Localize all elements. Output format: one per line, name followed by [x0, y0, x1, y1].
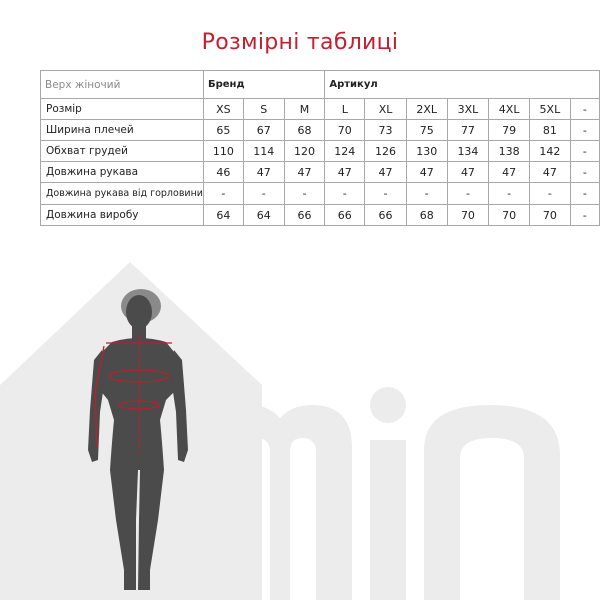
table-row [41, 205, 600, 226]
table-header-row [41, 71, 600, 99]
table-cell: 2XL [406, 99, 447, 120]
table-cell: 67 [243, 120, 284, 141]
table-cell: - [570, 162, 599, 183]
table-cell: XS [203, 99, 243, 120]
table-cell: 47 [406, 162, 447, 183]
table-cell: - [570, 120, 599, 141]
brand-label: Бренд [203, 71, 324, 99]
table-cell: 3XL [447, 99, 489, 120]
table-cell: L [325, 99, 365, 120]
table-cell: M [284, 99, 325, 120]
table-cell: 77 [447, 120, 489, 141]
table-cell: 138 [489, 141, 530, 162]
table-cell: - [203, 183, 243, 205]
table-cell: 142 [530, 141, 571, 162]
table-row [41, 141, 600, 162]
row-label: Довжина рукава від горловини [41, 183, 204, 205]
table-cell: 66 [325, 205, 365, 226]
table-cell: 47 [325, 162, 365, 183]
table-cell: 66 [284, 205, 325, 226]
table-cell: - [489, 183, 530, 205]
table-cell: 70 [530, 205, 571, 226]
garment-type-label: Верх жіночий [41, 71, 204, 99]
table-cell: XL [365, 99, 407, 120]
table-cell: - [325, 183, 365, 205]
table-cell: 70 [325, 120, 365, 141]
row-label: Обхват грудей [41, 141, 204, 162]
table-cell: 47 [489, 162, 530, 183]
table-row [41, 120, 600, 141]
table-cell: - [406, 183, 447, 205]
table-row [41, 162, 600, 183]
table-cell: 65 [203, 120, 243, 141]
table-cell: - [530, 183, 571, 205]
table-cell: 126 [365, 141, 407, 162]
table-cell: - [570, 205, 599, 226]
table-cell: 4XL [489, 99, 530, 120]
table-cell: 66 [365, 205, 407, 226]
row-label: Довжина рукава [41, 162, 204, 183]
table-cell: - [570, 183, 599, 205]
table-cell: - [570, 141, 599, 162]
table-cell: - [243, 183, 284, 205]
table-cell: 73 [365, 120, 407, 141]
row-label: Ширина плечей [41, 120, 204, 141]
row-label: Розмір [41, 99, 204, 120]
table-cell: 124 [325, 141, 365, 162]
table-cell: 64 [203, 205, 243, 226]
table-cell: S [243, 99, 284, 120]
table-cell: - [570, 99, 599, 120]
table-cell: 134 [447, 141, 489, 162]
table-cell: 64 [243, 205, 284, 226]
table-row [41, 183, 600, 205]
table-cell: - [284, 183, 325, 205]
table-cell: 47 [243, 162, 284, 183]
table-cell: 68 [284, 120, 325, 141]
table-cell: - [365, 183, 407, 205]
table-cell: 130 [406, 141, 447, 162]
article-label: Артикул [325, 71, 600, 99]
table-cell: 70 [447, 205, 489, 226]
table-cell: 47 [447, 162, 489, 183]
table-cell: 75 [406, 120, 447, 141]
table-cell: - [447, 183, 489, 205]
table-cell: 47 [530, 162, 571, 183]
table-cell: 114 [243, 141, 284, 162]
table-cell: 70 [489, 205, 530, 226]
table-cell: 81 [530, 120, 571, 141]
page-title: Розмірні таблиці [201, 30, 399, 55]
table-row [41, 99, 600, 120]
table-cell: 68 [406, 205, 447, 226]
table-cell: 47 [284, 162, 325, 183]
size-table [40, 70, 600, 226]
table-cell: 5XL [530, 99, 571, 120]
row-label: Довжина виробу [41, 205, 204, 226]
table-cell: 47 [365, 162, 407, 183]
table-cell: 110 [203, 141, 243, 162]
table-cell: 46 [203, 162, 243, 183]
table-cell: 79 [489, 120, 530, 141]
table-cell: 120 [284, 141, 325, 162]
